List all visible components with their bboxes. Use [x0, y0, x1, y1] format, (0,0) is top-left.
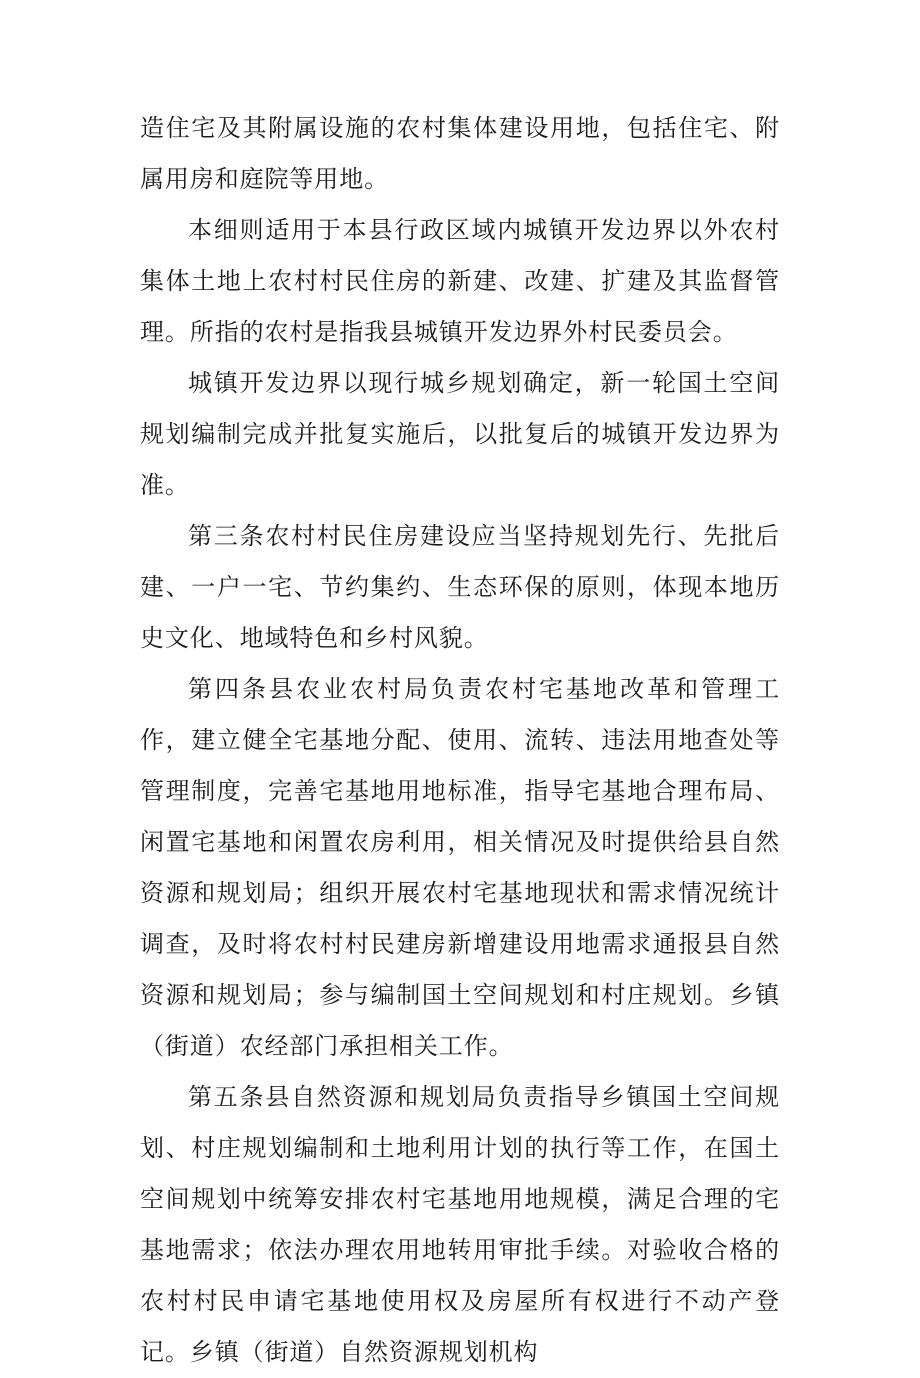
paragraph-article-5: 第五条县自然资源和规划局负责指导乡镇国土空间规划、村庄规划编制和土地利用计划的执行等工作，在国土空间规划中统筹安排农村宅基地用地规模，满足合理的宅基地需求；依法办理农用地转用审批手续。对验收合格的农村村民申请宅基地使用权及房屋所有权进行不动产登记。乡镇（街道）自然资源规划机构: [140, 1083, 780, 1366]
paragraph-scope: 本细则适用于本县行政区域内城镇开发边界以外农村集体土地上农村村民住房的新建、改建、扩建及其监督管理。所指的农村是指我县城镇开发边界外村民委员会。: [140, 216, 780, 346]
paragraph-article-4: 第四条县农业农村局负责农村宅基地改革和管理工作，建立健全宅基地分配、使用、流转、违法用地查处等管理制度，完善宅基地用地标准，指导宅基地合理布局、闲置宅基地和闲置农房利用，相关情况及时提供给县自然资源和规划局；组织开展农村宅基地现状和需求情况统计调查，及时将农村村民建房新增建设用地需求通报县自然资源和规划局；参与编制国土空间规划和村庄规划。乡镇（街道）农经部门承担相关工作。: [140, 675, 780, 1060]
paragraph-article-3: 第三条农村村民住房建设应当坚持规划先行、先批后建、一户一宅、节约集约、生态环保的原则，体现本地历史文化、地域特色和乡村风貌。: [140, 522, 780, 652]
paragraph-boundary: 城镇开发边界以现行城乡规划确定，新一轮国土空间规划编制完成并批复实施后，以批复后的城镇开发边界为准。: [140, 369, 780, 499]
paragraph-continuation: 造住宅及其附属设施的农村集体建设用地，包括住宅、附属用房和庭院等用地。: [140, 114, 780, 193]
document-body: [140, 103, 780, 1378]
